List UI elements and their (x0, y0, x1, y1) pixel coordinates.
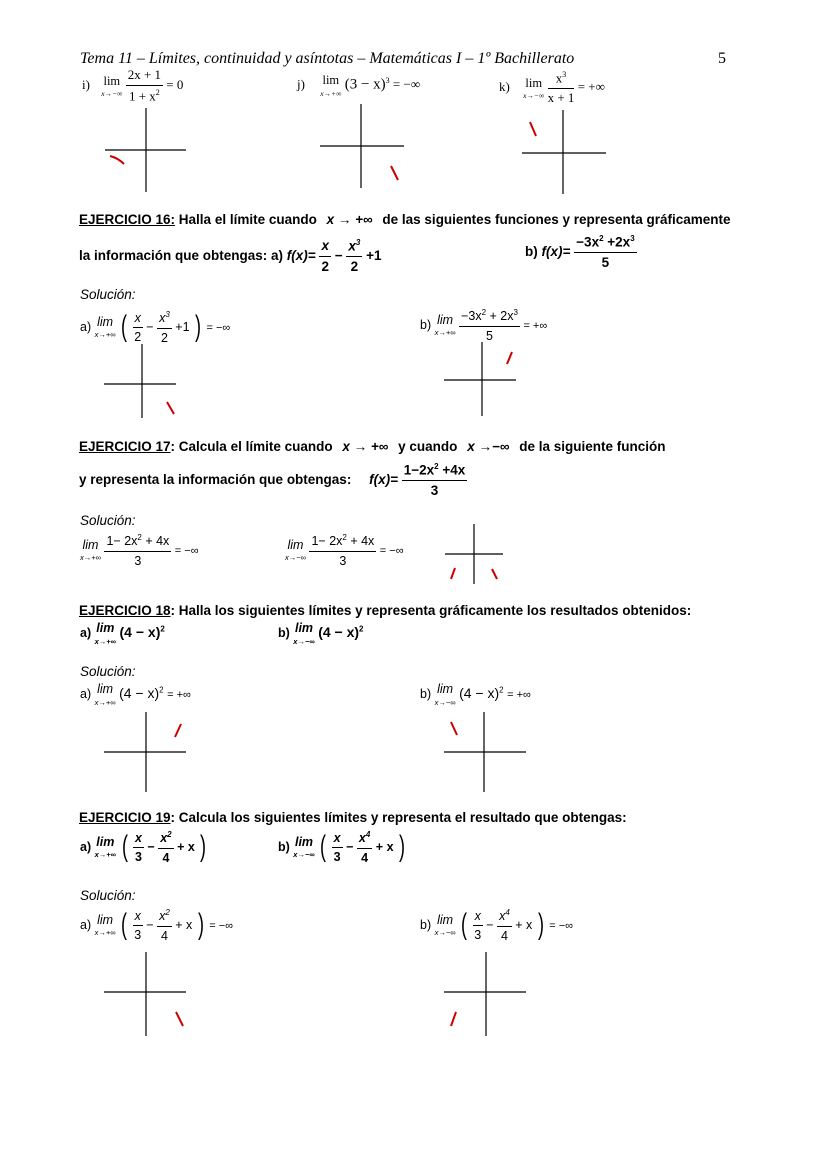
ex16-solution-b: b) lim x→+∞ $\frac{-3x^2 + 2x^3}{5}$ = +∞ (420, 308, 548, 343)
page-number: 5 (718, 50, 726, 67)
ex19-solution-label: Solución: (80, 888, 136, 903)
graph-k (520, 110, 610, 196)
ex19-b: b) lim x→−∞ ( $\frac{x}{3}$ − $\frac{x^4}{4}$ + x ) (278, 830, 406, 865)
ex18-solution-a: a) lim x→+∞ $(4 - x)^2$ = +∞ (80, 682, 191, 707)
curve-17-right (492, 569, 497, 579)
graph-19a (104, 952, 194, 1038)
limit-j: j) lim x→+∞ $(3 - x)^3$ = −∞ (297, 73, 421, 98)
ex18-b: b) lim x→−∞ $(4 - x)^2$ (278, 621, 364, 646)
ex17-statement-line2: y representa la información que obtengas: f(x)= $\frac{1-2x^2 +4x}{3}$ (79, 462, 466, 499)
ex19-solution-b: b) lim x→−∞ ( $\frac{x}{3}$ − $\frac{x^4}{4}$ + x ) = −∞ (420, 908, 574, 943)
limit-k: k) lim x→−∞ $\frac{x^3}{x + 1}$ = +∞ (499, 70, 605, 106)
curve-18b (451, 722, 457, 735)
ex19-solution-a: a) lim x→+∞ ( $\frac{x}{3}$ − $\frac{x^2}{4}$ + x ) = −∞ (80, 908, 234, 943)
ex18-solution-b: b) lim x→−∞ $(4 - x)^2$ = +∞ (420, 682, 531, 707)
ex17-solution-label: Solución: (80, 513, 136, 528)
curve-19a (176, 1012, 183, 1026)
ex16-solution-label: Solución: (80, 287, 136, 302)
ex18-solution-label: Solución: (80, 664, 136, 679)
ex17-statement-line1: EJERCICIO 17: Calcula el límite cuando x → +∞ y cuando x →−∞ de la siguiente función (79, 439, 666, 454)
ex16-statement-line2: la información que obtengas: a) f(x)= $\frac{x}{2}$ − $\frac{x^3}{2}$ +1 (79, 238, 382, 275)
curve-16a (167, 402, 174, 414)
curve-16b (507, 352, 512, 364)
curve-j (391, 166, 398, 180)
graph-16a (104, 344, 184, 420)
limit-i: i) lim x→−∞ $\frac{2x + 1}{1 + x^2}$ = 0 (82, 67, 184, 104)
ex17-solution-minus-infinity: lim x→−∞ $\frac{1- 2x^2 + 4x}{3}$ = −∞ (285, 533, 404, 568)
ex16-statement-line1: EJERCICIO 16: Halla el límite cuando x → +∞ de las siguientes funciones y representa gráficamente (79, 212, 731, 227)
ex16-solution-a: a) lim x→+∞ ( $\frac{x}{2}$ − $\frac{x^3}{2}$ +1 ) = −∞ (80, 310, 231, 345)
curve-k (530, 122, 536, 136)
curve-19b (451, 1012, 456, 1026)
curve-i (110, 156, 124, 164)
graph-i (100, 108, 190, 194)
ex18-statement: EJERCICIO 18: Halla los siguientes límites y representa gráficamente los resultados obtenidos: (79, 603, 692, 618)
ex19-statement: EJERCICIO 19: Calcula los siguientes límites y representa el resultado que obtengas: (79, 810, 627, 825)
graph-18a (104, 712, 194, 794)
ex17-solution-plus-infinity: lim x→+∞ $\frac{1- 2x^2 + 4x}{3}$ = −∞ (80, 533, 199, 568)
graph-19b (444, 952, 534, 1038)
curve-17-left (451, 568, 455, 579)
ex18-a: a) lim x→+∞ $(4 - x)^2$ (80, 621, 165, 646)
ex19-a: a) lim x→+∞ ( $\frac{x}{3}$ − $\frac{x^2}{4}$ + x ) (80, 830, 207, 865)
ex16-function-b: b) f(x)= $\frac{-3x^2 +2x^3}{5}$ (525, 234, 635, 271)
graph-16b (444, 342, 524, 418)
graph-j (318, 104, 408, 190)
curve-18a (175, 724, 181, 737)
page-header-title: Tema 11 – Límites, continuidad y asíntotas – Matemáticas I – 1º Bachillerato (80, 50, 575, 67)
graph-17 (445, 524, 515, 586)
graph-18b (444, 712, 534, 794)
